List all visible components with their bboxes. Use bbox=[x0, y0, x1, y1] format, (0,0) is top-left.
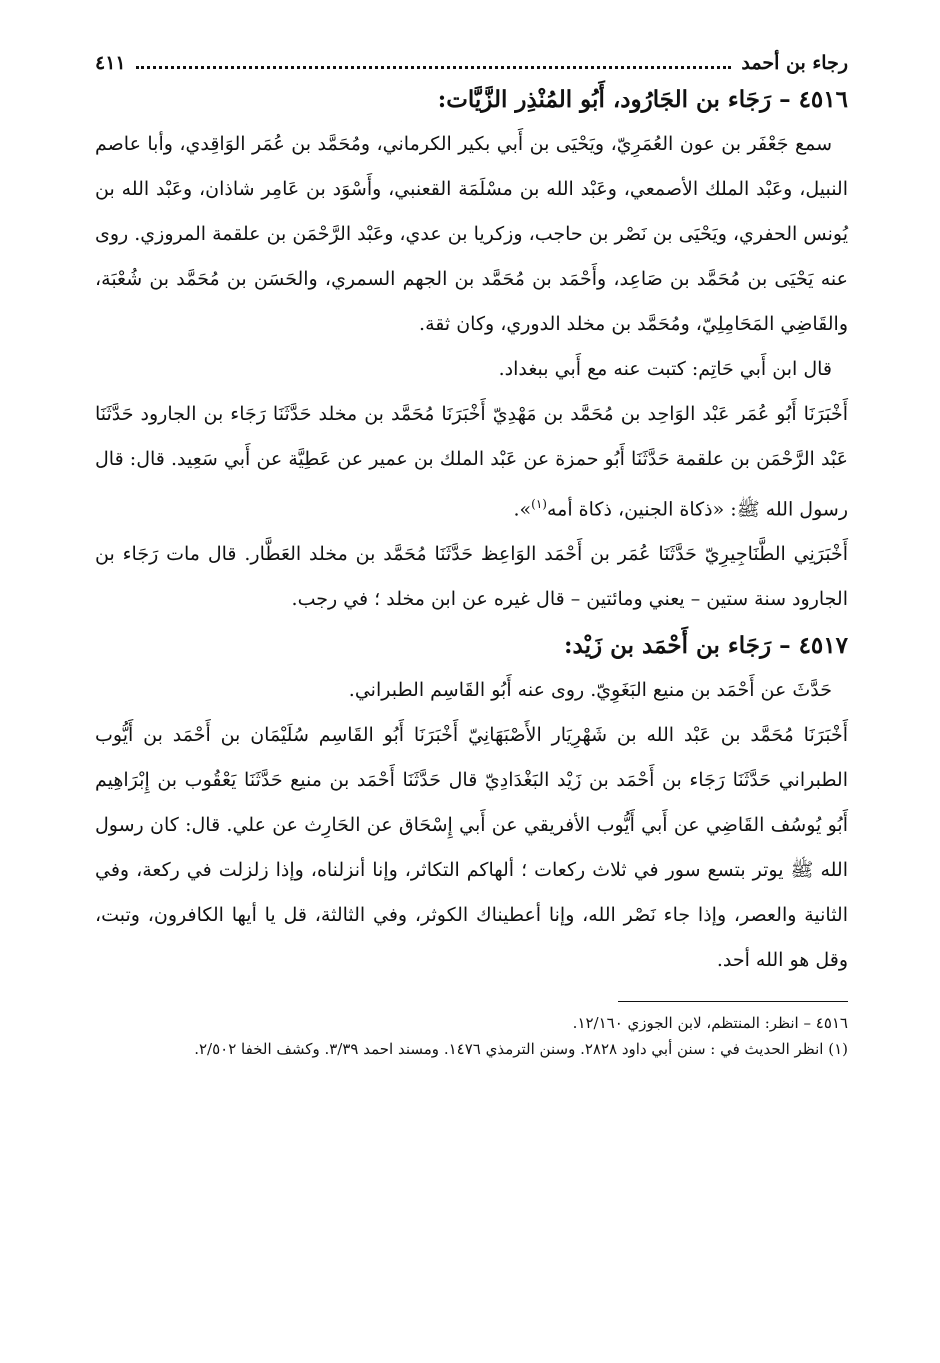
entry-paragraph: أَخْبَرَنَا مُحَمَّد بن عَبْد الله بن شَهْرِيَار الأَصْبَهَانِيّ أَخْبَرَنَا أَبُو القَاسِم سُلَيْمَان بن أَحْمَد بن أَيُّوب الطبراني حَدَّثَنَا رَجَاء بن أَحْمَد بن زَيْد البَغْدَادِيّ قال حَدَّثَنَا أَحْمَد بن منيع حَدَّثَنَا يَعْقُوب بن إِبْرَاهِيم أَبُو يُوسُف القَاضِي عن أَبي أَيُّوب الأفريقي عن أَبي إِسْحَاق عن الحَارِث عن علي. قال: كان رسول الله ﷺ يوتر بتسع سور في ثلاث ركعات ؛ ألهاكم التكاثر، وإنا أنزلناه، وإذا زلزلت في ركعة، وفي الثانية والعصر، وإذا جاء نَصْر الله، وإنا أعطيناك الكوثر، وفي الثالثة، قل يا أيها الكافرون، وتبت، وقل هو الله أحد. bbox=[95, 724, 848, 972]
entry-title: ٤٥١٧ – رَجَاء بن أَحْمَد بن زَيْد: bbox=[564, 632, 848, 660]
footnote-marker: (١) bbox=[531, 497, 547, 511]
footnote-separator bbox=[618, 1001, 848, 1002]
page-number: ٤١١ bbox=[95, 52, 126, 74]
entry-paragraph: حَدَّثَ عن أَحْمَد بن منيع البَغَوِيّ. روى عنه أَبُو القَاسِم الطبراني. bbox=[348, 679, 832, 702]
entry-paragraph: سمع جَعْفَر بن عون العُمَرِيّ، ويَحْيَى بن أَبي بكير الكرماني، ومُحَمَّد بن عُمَر الوَاقِدي، وأبا عاصم النبيل، وعَبْد الملك الأصمعي، وعَبْد الله بن مسْلَمَة القعنبي، وأَسْوَد بن عَامِر شاذان، وعَبْد الله بن يُونس الحفري، ويَحْيَى بن نَصْر بن حاجب، وزكريا بن عدي، وعَبْد الرَّحْمَن بن علقمة المروزي. روى عنه يَحْيَى بن مُحَمَّد بن صَاعِد، وأَحْمَد بن مُحَمَّد بن الجهم السمري، والحَسَن بن مُحَمَّد بن شُعْبَة، والقَاضِي المَحَامِلِيّ، ومُحَمَّد بن مخلد الدوري، وكان ثقة. bbox=[95, 133, 848, 335]
entry-title: ٤٥١٦ – رَجَاء بن الجَارُود، أَبُو المُنْذِر الزَّيَّات: bbox=[437, 86, 848, 113]
hadith-paragraph bbox=[95, 392, 848, 532]
running-title: رجاء بن أحمد bbox=[741, 52, 848, 74]
entry-paragraph: قال ابن أَبي حَاتِم: كتبت عنه مع أَبي ببغداد. bbox=[498, 358, 832, 380]
page-header bbox=[95, 52, 848, 74]
header-dot-leader bbox=[136, 65, 732, 69]
footnote: (١) انظر الحديث في : سنن أبي داود ٢٨٢٨. وسنن الترمذي ١٤٧٦. ومسند احمد ٣/٣٩. وكشف الخفا ٢/٥٠٢. bbox=[194, 1040, 848, 1059]
quote-close: ». bbox=[513, 498, 532, 521]
entry-paragraph: أَخْبَرَنِي الطَّنَاجِيرِيّ حَدَّثَنَا عُمَر بن أَحْمَد الوَاعِظ حَدَّثَنَا مُحَمَّد بن مخلد العَطَّار. قال مات رَجَاء بن الجارود سنة ستين – يعني ومائتين – قال غيره عن ابن مخلد ؛ في رجب. bbox=[95, 543, 848, 611]
hadith-text: أَخْبَرَنَا أَبُو عُمَر عَبْد الوَاحِد بن مُحَمَّد بن مَهْدِيّ أَخْبَرَنَا مُحَمَّد بن مخلد حَدَّثَنَا رَجَاء بن الجارود حَدَّثَنَا عَبْد الرَّحْمَن بن علقمة حَدَّثَنَا أَبُو حمزة عن عَبْد الملك بن عمير عن عَطِيَّة عن أَبي سَعِيد. قال: قال رسول الله ﷺ: «ذكاة الجنين، ذكاة أمه bbox=[95, 403, 848, 521]
footnote: ٤٥١٦ – انظر: المنتظم، لابن الجوزي ١٢/١٦٠. bbox=[572, 1014, 848, 1033]
